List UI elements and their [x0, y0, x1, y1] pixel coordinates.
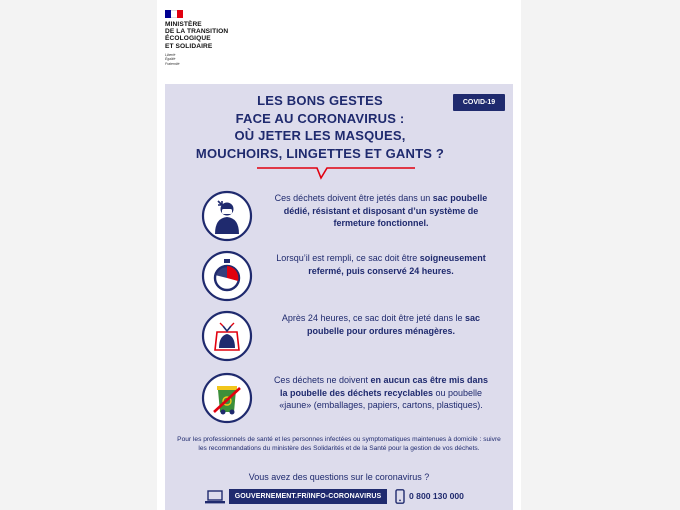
- step-2-text: [269, 252, 493, 277]
- ministry-header: [157, 0, 521, 84]
- ministry-line: MINISTÈRE: [165, 21, 202, 28]
- step-1: [165, 190, 513, 250]
- republic-motto: [165, 53, 180, 66]
- covid-badge: COVID-19: [453, 94, 505, 111]
- step-3: [165, 310, 513, 370]
- step-2: [165, 250, 513, 310]
- step-text-part: Lorsqu’il est rempli, ce sac doit être: [276, 253, 420, 263]
- website-link[interactable]: GOUVERNEMENT.FR/INFO-CORONAVIRUS: [229, 489, 387, 504]
- phone-number[interactable]: 0 800 130 000: [409, 491, 464, 501]
- flag-red-stripe: [177, 10, 183, 18]
- poster-title: [185, 92, 455, 162]
- motto-line: Fraternité: [165, 61, 180, 66]
- step-text-part: Ces déchets ne doivent: [273, 375, 371, 385]
- closed-bag-icon: [201, 310, 253, 362]
- step-text-bold: sac poubelle pour ordures ménagères.: [306, 313, 481, 336]
- title-line: LES BONS GESTES: [257, 93, 383, 108]
- step-1-text: [269, 192, 493, 230]
- step-text-bold: soigneusement refermé, puis conservé 24 heures.: [308, 253, 486, 276]
- step-text-bold: en aucun cas être mis dans la poubelle des déchets recyclables: [279, 375, 489, 398]
- title-line: MOUCHOIRS, LINGETTES ET GANTS ?: [195, 145, 445, 161]
- ministry-line: ET SOLIDAIRE: [165, 42, 213, 50]
- motto-line: Égalité: [165, 57, 176, 62]
- poster: [157, 0, 521, 510]
- step-text-part: Après 24 heures, ce sac doit être jeté dans le: [281, 313, 466, 323]
- step-text-bold: sac poubelle dédié, résistant et disposant d’un système de fermeture fonctionnel.: [283, 193, 488, 229]
- phone-icon: [395, 489, 405, 504]
- step-text-part: ou poubelle «jaune» (emballages, papiers, cartons, plastiques).: [279, 387, 483, 411]
- info-panel: [165, 84, 513, 510]
- crossed-recycling-bin-icon: [201, 372, 253, 424]
- question-line: Vous avez des questions sur le coronavirus ?: [248, 472, 430, 482]
- person-with-mask-icon: [201, 190, 253, 242]
- contact-row: [165, 488, 513, 506]
- title-line: FACE AU CORONAVIRUS :: [235, 110, 405, 126]
- footer-note: Pour les professionnels de santé et les personnes infectées ou symptomatiques maintenues à domicile : suivre les recommandations du ministère des Solidarités et de la Santé pour la gestion de vos déchets.: [177, 436, 501, 452]
- stopwatch-icon: [201, 250, 253, 302]
- step-4-text: [269, 374, 493, 412]
- step-4: [165, 372, 513, 432]
- motto-line: Liberté: [165, 53, 176, 57]
- ministry-name: [165, 21, 285, 50]
- title-line: OÙ JETER LES MASQUES,: [234, 128, 406, 144]
- ministry-line: ÉCOLOGIQUE: [165, 35, 211, 43]
- step-3-text: [269, 312, 493, 337]
- laptop-icon: [205, 490, 225, 504]
- step-text-part: Ces déchets doivent être jetés dans un: [274, 193, 433, 203]
- ministry-line: DE LA TRANSITION: [165, 28, 229, 36]
- marianne-flag-logo: [165, 10, 183, 18]
